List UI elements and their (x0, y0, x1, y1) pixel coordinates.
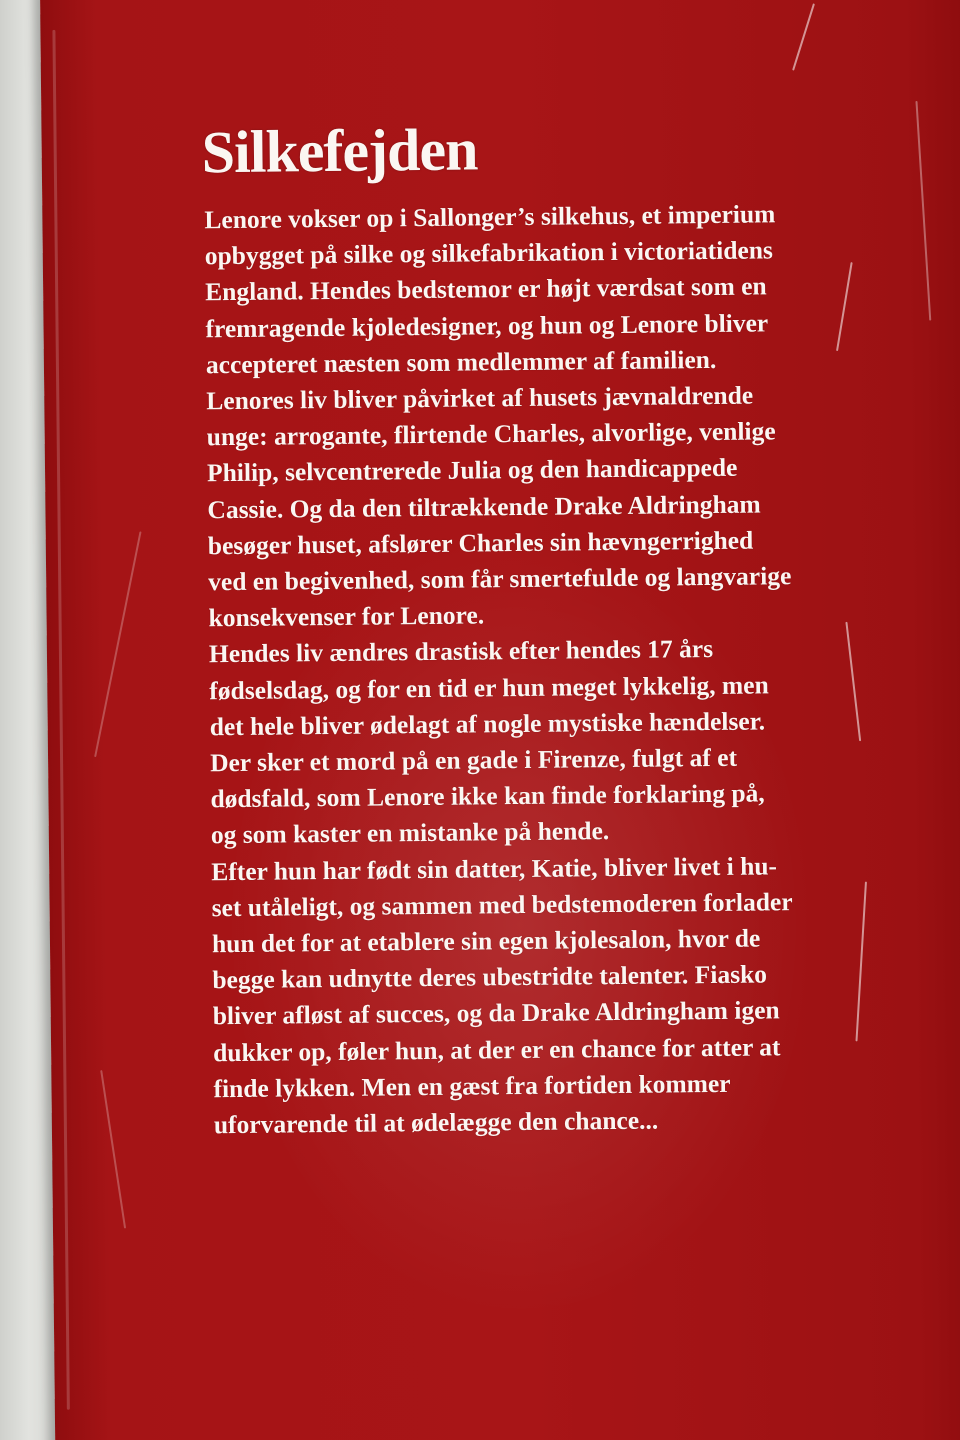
cover-crease (792, 3, 815, 70)
blurb-line: Cassie. Og da den tiltrækkende Drake Aldringham (207, 489, 761, 524)
book-blurb (204, 195, 914, 1144)
spine-crease (52, 30, 69, 1410)
blurb-line: Philip, selvcentrerede Julia og den handicappede (206, 453, 738, 488)
book-title: Silkefejden (201, 116, 478, 186)
cover-crease (100, 1070, 126, 1229)
blurb-line: unge: arrogante, flirtende Charles, alvorlige, venlige (206, 416, 776, 452)
cover-crease (94, 531, 141, 757)
blurb-line: fødselsdag, og for en tid er hun meget lykkelig, men (209, 670, 769, 705)
blurb-line: konsekvenser for Lenore. (208, 600, 485, 633)
blurb-line: accepteret næsten som medlemmer af familien. (205, 344, 717, 380)
blurb-line: Lenores liv bliver påvirket af husets jævnaldrende (206, 380, 754, 416)
blurb-line: det hele bliver ødelagt af nogle mystiske hændelser. (209, 706, 766, 742)
blurb-line: og som kaster en mistanke på hende. (210, 816, 610, 850)
blurb-line: begge kan udnytte deres ubestridte talenter. Fiasko (212, 959, 768, 995)
blurb-line: set utåleligt, og sammen med bedstemoderen forlader (211, 887, 793, 923)
blurb-line: Hendes liv ændres drastisk efter hendes 17 års (208, 634, 714, 669)
blurb-line: uforvarende til at ødelægge den chance... (213, 1105, 659, 1140)
blurb-line: fremragende kjoledesigner, og hun og Lenore bliver (205, 308, 769, 343)
cover-crease (915, 101, 931, 321)
blurb-line: bliver afløst af succes, og da Drake Aldringham igen (212, 995, 780, 1031)
blurb-line: Efter hun har født sin datter, Katie, bliver livet i hu- (211, 850, 778, 886)
blurb-line: opbygget på silke og silkefabrikation i victoriatidens (204, 235, 774, 271)
blurb-line: finde lykken. Men en gæst fra fortiden kommer (213, 1068, 731, 1104)
blurb-line: Der sker et mord på en gade i Firenze, fulgt af et (209, 742, 738, 778)
blurb-line: besøger huset, afslører Charles sin hævngerrighed (207, 525, 754, 561)
blurb-line: dødsfald, som Lenore ikke kan finde forklaring på, (210, 778, 765, 814)
blurb-line: ved en begivenhed, som får smertefulde og langvarige (208, 561, 792, 597)
book-back-cover (40, 0, 960, 1440)
blurb-line: England. Hendes bedstemor er højt værdsat som en (205, 271, 767, 307)
blurb-line: dukker op, føler hun, at der er en chance for atter at (212, 1031, 781, 1067)
blurb-line: hun det for at etablere sin egen kjolesalon, hvor de (211, 923, 761, 959)
blurb-line: Lenore vokser op i Sallonger’s silkehus, et imperium (204, 199, 776, 235)
